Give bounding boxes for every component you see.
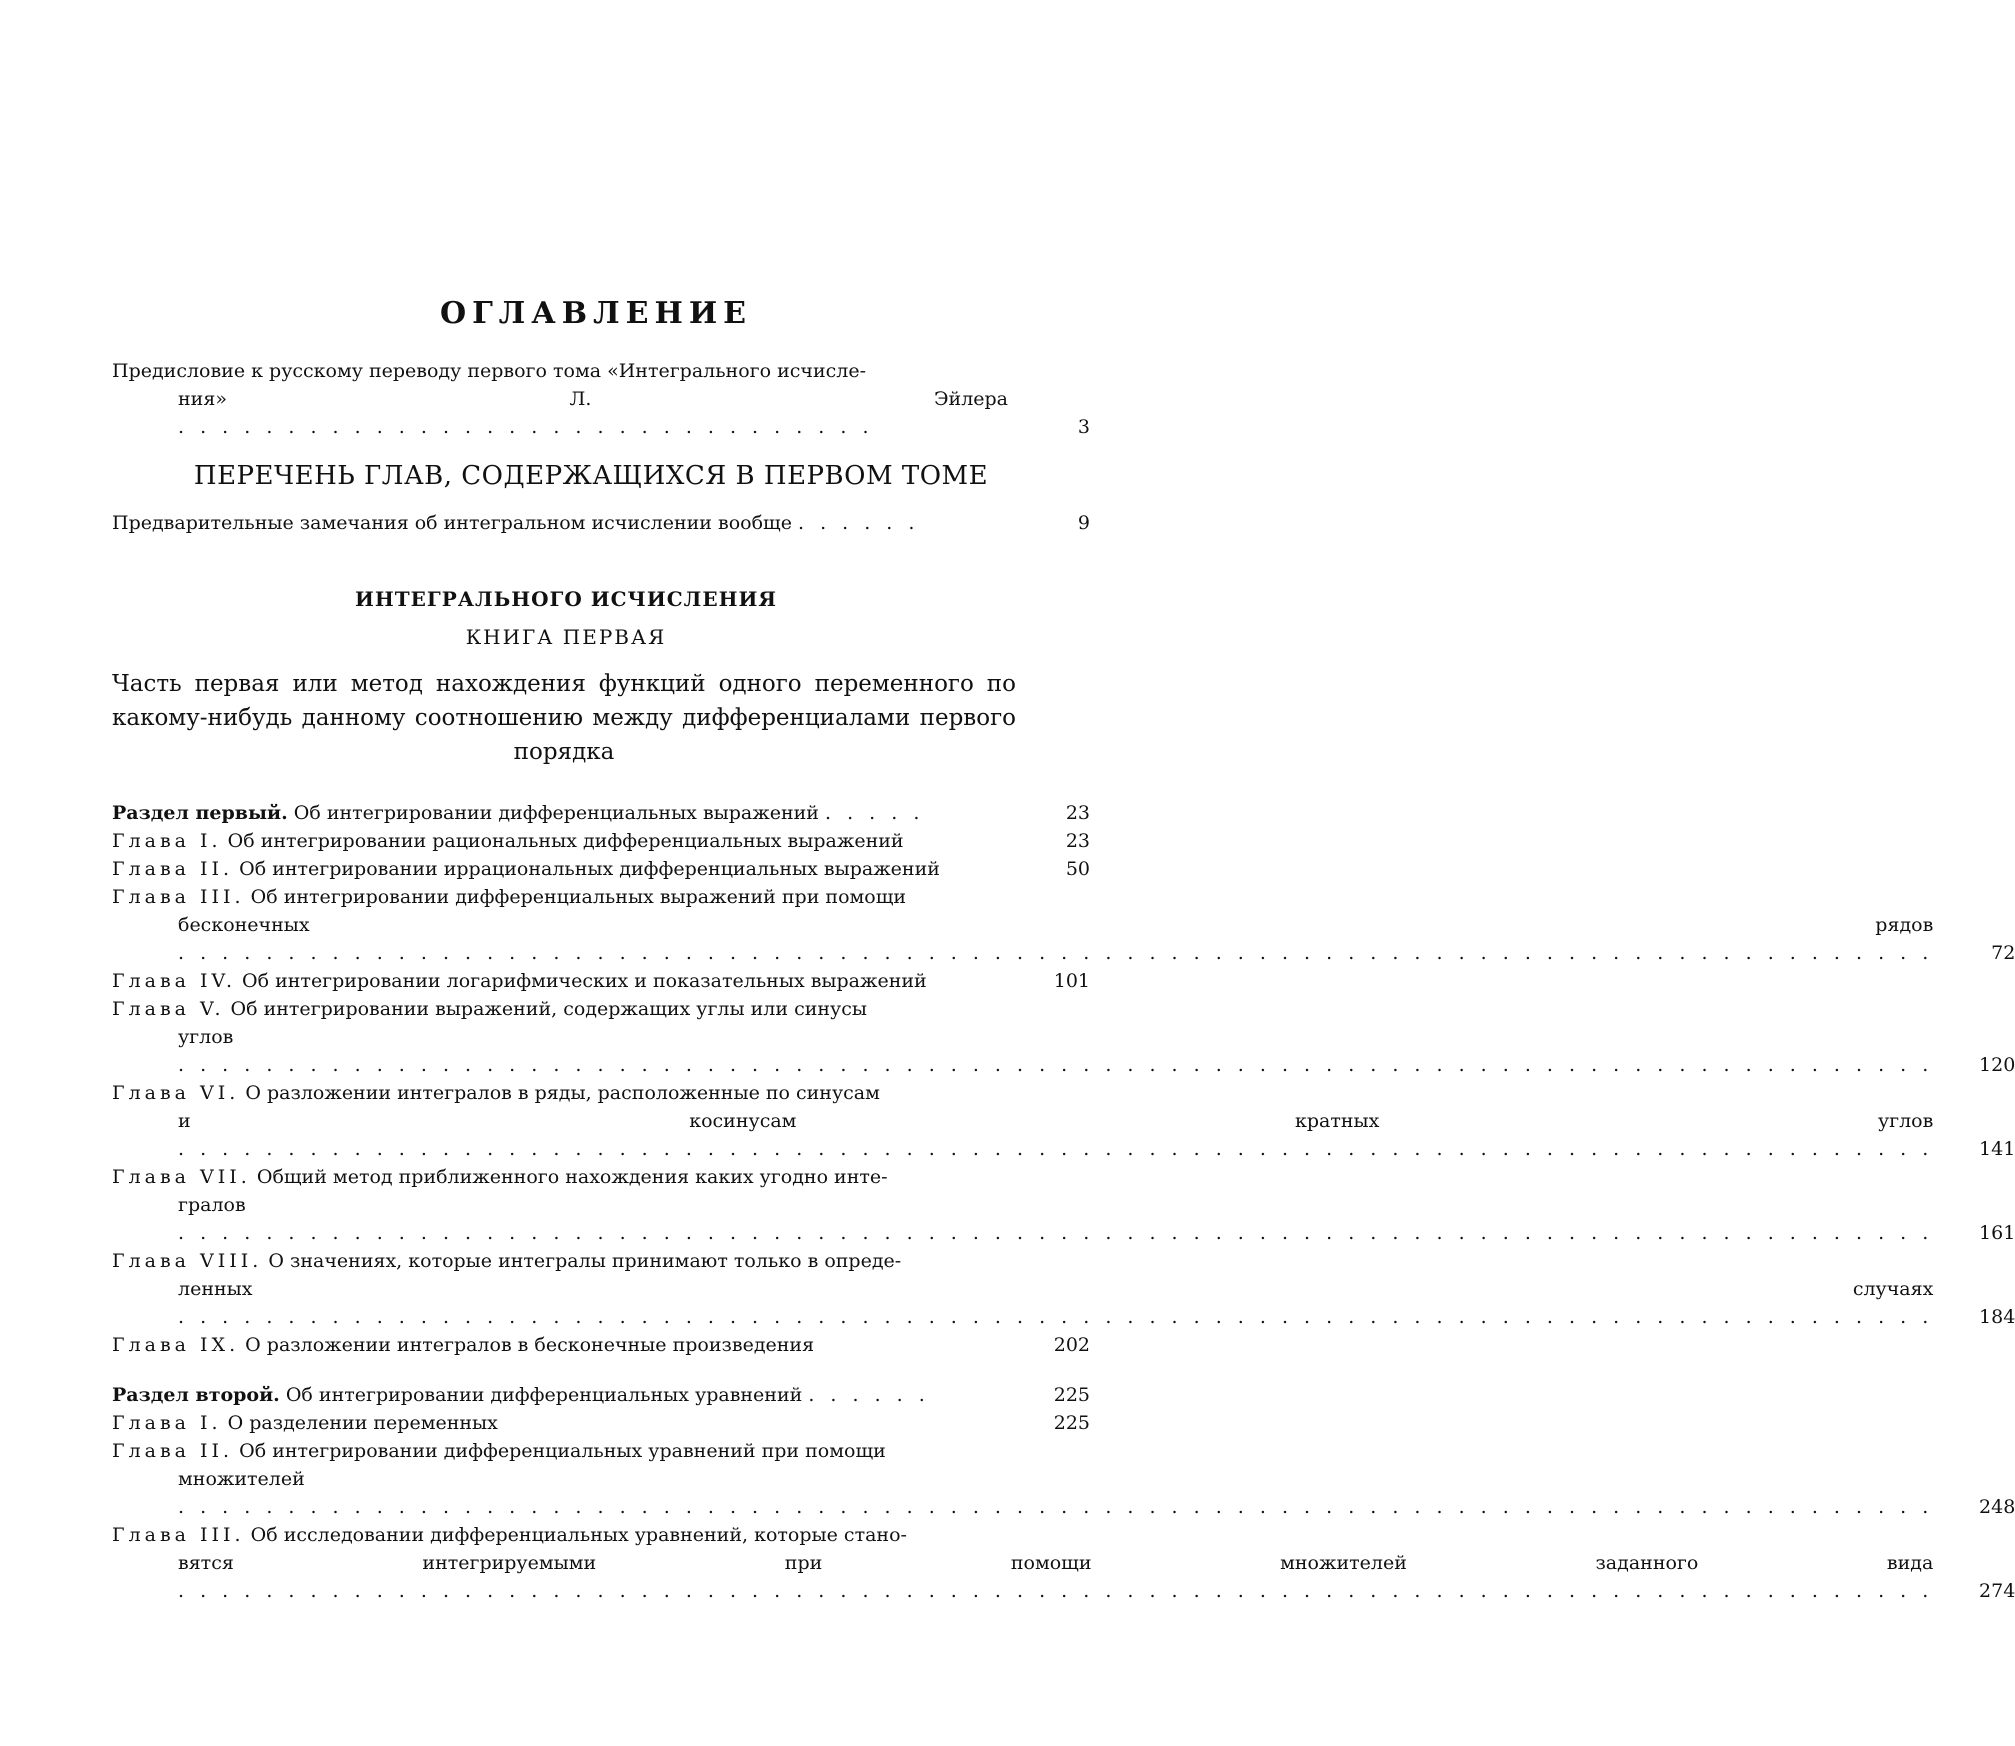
chapter-title-continued: и косинусам кратных углов: [178, 1110, 1934, 1132]
toc-section-2[interactable]: [112, 1381, 1090, 1409]
page-number: 72: [1991, 942, 2015, 964]
page-number: 120: [1979, 1054, 2015, 1076]
toc-entry-text: Предварительные замечания об интегральном исчислении вообще: [112, 512, 792, 534]
chapter-title: Об исследовании дифференциальных уравнений, которые стано-: [250, 1524, 907, 1546]
section-label: Раздел второй.: [112, 1384, 280, 1406]
section-text: Об интегрировании дифференциальных выражений: [293, 802, 819, 824]
toc-section-1[interactable]: [112, 799, 1090, 827]
chapter-label: Глава III.: [112, 1524, 245, 1546]
chapter-title: Об интегрировании иррациональных дифференциальных выражений: [239, 858, 940, 880]
toc-entry-text-continued: ния» Л. Эйлера: [178, 388, 1008, 410]
chapter-label: Глава II.: [112, 858, 234, 880]
page-number: 225: [1053, 1412, 1090, 1434]
dot-leader: . . . . . .: [808, 1384, 930, 1406]
chapter-label: Глава I.: [112, 830, 222, 852]
page-number: 202: [1053, 1334, 1090, 1356]
chapter-title: Об интегрировании дифференциальных выражений при помощи: [250, 886, 907, 908]
toc-entry-text: Предисловие к русскому переводу первого тома «Интегрального исчисле-: [112, 360, 866, 382]
toc-chapter-entry[interactable]: [112, 855, 1090, 883]
dot-leader: . . . . . . . . . . . . . . . . . . . . . . . . . . . . . . . . . . . . . . . . . . . . . . . . . . . . . . . . . . . . . . . . . . . . . . . . . . . . . . . .: [178, 1138, 1934, 1160]
dot-leader: . . . . . . . . . . . . . . . . . . . . . . . . . . . . . . . .: [178, 416, 874, 438]
chapter-title: Об интегрировании выражений, содержащих углы или синусы: [230, 998, 867, 1020]
chapter-title: Об интегрировании логарифмических и показательных выражений: [242, 970, 927, 992]
chapter-label: Глава I.: [112, 1412, 222, 1434]
chapter-title-continued: углов: [178, 1026, 234, 1048]
page-number: 225: [1053, 1384, 1090, 1406]
toc-chapter-entry[interactable]: [112, 967, 1090, 995]
dot-leader: . . . . . . . . . . . . . . . . . . . . . . . . . . . . . . . . . . . . . . . . . . . . . . . . . . . . . . . . . . . . . . . . . . . . . . . . . . . . . . . .: [178, 1496, 1934, 1518]
page-number: 9: [1077, 512, 1090, 534]
section-2-chapter-list: [112, 1409, 2015, 1605]
chapter-label: Глава III.: [112, 886, 245, 908]
toc-entry-preliminary-remarks[interactable]: [112, 509, 1090, 537]
chapter-title: О разложении интегралов в бесконечные произведения: [245, 1334, 815, 1356]
chapter-label: Глава VI.: [112, 1082, 240, 1104]
section-1-chapter-list: [112, 827, 2015, 1359]
chapter-title-continued: ленных случаях: [178, 1278, 1934, 1300]
toc-chapter-entry[interactable]: [112, 1331, 1090, 1359]
page-number: 23: [1065, 802, 1090, 824]
chapter-label: Глава VIII.: [112, 1250, 263, 1272]
book-subtitle: КНИГА ПЕРВАЯ: [465, 625, 667, 649]
chapter-title: О значениях, которые интегралы принимают только в опреде-: [268, 1250, 902, 1272]
volume-heading: ПЕРЕЧЕНЬ ГЛАВ, СОДЕРЖАЩИХСЯ В ПЕРВОМ ТОМЕ: [193, 461, 989, 491]
dot-leader: . . . . . . . . . . . . . . . . . . . . . . . . . . . . . . . . . . . . . . . . . . . . . . . . . . . . . . . . . . . . . . . . . . . . . . . . . . . . . . . .: [178, 1580, 1934, 1602]
chapter-title-continued: бесконечных рядов: [178, 914, 1934, 936]
toc-chapter-entry[interactable]: [112, 1521, 2015, 1605]
toc-chapter-entry[interactable]: [112, 827, 1090, 855]
toc-entry-preface[interactable]: [112, 357, 1090, 441]
toc-chapter-entry[interactable]: [112, 1437, 2015, 1521]
page-number: 3: [1077, 416, 1090, 438]
chapter-label: Глава V.: [112, 998, 225, 1020]
toc-chapter-entry[interactable]: [112, 1409, 1090, 1437]
page-title: ОГЛАВЛЕНИЕ: [439, 296, 753, 331]
book-title: ИНТЕГРАЛЬНОГО ИСЧИСЛЕНИЯ: [354, 587, 777, 611]
dot-leader: . . . . .: [825, 802, 925, 824]
chapter-label: Глава VII.: [112, 1166, 251, 1188]
page-number: 101: [1053, 970, 1090, 992]
chapter-title-continued: множителей: [178, 1468, 305, 1490]
chapter-title: О разложении интегралов в ряды, расположенные по синусам: [245, 1082, 880, 1104]
chapter-title-continued: вятся интегрируемыми при помощи множителей заданного вида: [178, 1552, 1934, 1574]
section-label: Раздел первый.: [112, 802, 288, 824]
page-number: 50: [1065, 858, 1090, 880]
section-text: Об интегрировании дифференциальных уравнений: [285, 1384, 803, 1406]
dot-leader: . . . . . . . . . . . . . . . . . . . . . . . . . . . . . . . . . . . . . . . . . . . . . . . . . . . . . . . . . . . . . . . . . . . . . . . . . . . . . . . .: [178, 942, 1934, 964]
toc-chapter-entry[interactable]: [112, 1079, 2015, 1163]
page-number: 248: [1979, 1496, 2015, 1518]
chapter-title: О разделении переменных: [227, 1412, 498, 1434]
part-title: Часть первая или метод нахождения функций одного переменного по какому-нибудь данному соотношению между дифференциалами первого порядка: [112, 671, 1016, 765]
toc-chapter-entry[interactable]: [112, 1247, 2015, 1331]
page-number: 141: [1979, 1138, 2015, 1160]
page-number: 184: [1979, 1306, 2015, 1328]
chapter-label: Глава IX.: [112, 1334, 240, 1356]
table-of-contents-page: [112, 296, 2015, 1605]
toc-chapter-entry[interactable]: [112, 1163, 2015, 1247]
page-number: 161: [1979, 1222, 2015, 1244]
chapter-title-continued: гралов: [178, 1194, 246, 1216]
dot-leader: . . . . . . . . . . . . . . . . . . . . . . . . . . . . . . . . . . . . . . . . . . . . . . . . . . . . . . . . . . . . . . . . . . . . . . . . . . . . . . . .: [178, 1222, 1934, 1244]
chapter-title: Об интегрировании рациональных дифференциальных выражений: [227, 830, 904, 852]
page-number: 274: [1979, 1580, 2015, 1602]
chapter-title: Об интегрировании дифференциальных уравнений при помощи: [239, 1440, 886, 1462]
chapter-label: Глава IV.: [112, 970, 236, 992]
dot-leader: . . . . . . . . . . . . . . . . . . . . . . . . . . . . . . . . . . . . . . . . . . . . . . . . . . . . . . . . . . . . . . . . . . . . . . . . . . . . . . . .: [178, 1054, 1934, 1076]
chapter-title: Общий метод приближенного нахождения каких угодно инте-: [256, 1166, 888, 1188]
dot-leader: . . . . . .: [797, 512, 920, 534]
page-number: 23: [1065, 830, 1090, 852]
toc-chapter-entry[interactable]: [112, 883, 2015, 967]
dot-leader: . . . . . . . . . . . . . . . . . . . . . . . . . . . . . . . . . . . . . . . . . . . . . . . . . . . . . . . . . . . . . . . . . . . . . . . . . . . . . . . .: [178, 1306, 1934, 1328]
chapter-label: Глава II.: [112, 1440, 234, 1462]
toc-chapter-entry[interactable]: [112, 995, 2015, 1079]
